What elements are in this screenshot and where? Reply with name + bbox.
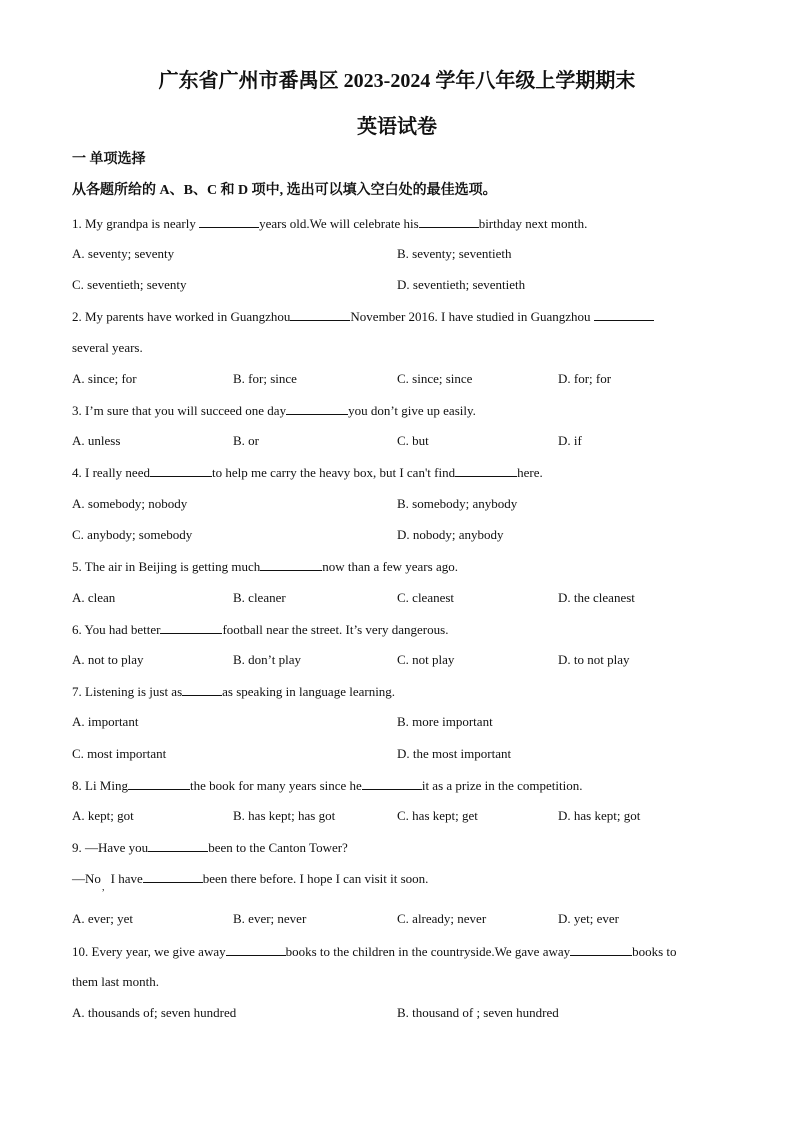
answer-blank xyxy=(286,402,348,415)
question-9 xyxy=(72,839,348,856)
option-d: D. if xyxy=(558,433,582,448)
question-text: 3. I’m sure that you will succeed one day xyxy=(72,403,287,418)
question-text: as speaking in language learning. xyxy=(222,684,396,699)
option-d: D. yet; ever xyxy=(558,911,620,926)
option-a: A. unless xyxy=(72,433,121,448)
question-text: been to the Canton Tower? xyxy=(208,840,348,855)
question-text: I have xyxy=(110,871,143,886)
question-1 xyxy=(72,215,587,232)
option-c: C. but xyxy=(397,433,429,448)
question-text: books to the children in the countryside.We gave away xyxy=(285,944,571,959)
answer-blank xyxy=(290,308,350,321)
question-text: to help me carry the heavy box, but I can't find xyxy=(211,465,456,480)
page-title: 广东省广州市番禺区 2023-2024 学年八年级上学期期末 xyxy=(158,70,636,92)
option-d: D. has kept; got xyxy=(558,808,641,823)
question-text: books to xyxy=(632,944,677,959)
question-6 xyxy=(72,621,448,638)
option-a: A. somebody; nobody xyxy=(72,496,188,511)
option-b: B. cleaner xyxy=(233,590,286,605)
answer-blank xyxy=(150,464,212,477)
answer-blank xyxy=(143,870,203,883)
question-text: here. xyxy=(517,465,543,480)
question-text: 6. You had better xyxy=(72,622,161,637)
option-b: B. or xyxy=(233,433,259,448)
option-b: B. somebody; anybody xyxy=(397,496,518,511)
option-d: D. nobody; anybody xyxy=(397,527,504,542)
answer-blank xyxy=(570,943,632,956)
question-9-reply xyxy=(72,870,428,887)
answer-blank xyxy=(226,943,286,956)
option-a: A. not to play xyxy=(72,652,144,667)
question-2-continued: several years. xyxy=(72,340,143,355)
option-d: D. the cleanest xyxy=(558,590,635,605)
option-b: B. seventy; seventieth xyxy=(397,246,512,261)
option-a: A. since; for xyxy=(72,371,137,386)
question-10-continued: them last month. xyxy=(72,974,160,989)
question-text: the book for many years since he xyxy=(189,778,362,793)
answer-blank xyxy=(419,215,479,228)
option-c: C. anybody; somebody xyxy=(72,527,193,542)
question-text: football near the street. It’s very dangerous. xyxy=(222,622,449,637)
question-text: now than a few years ago. xyxy=(322,559,458,574)
question-text: 4. I really need xyxy=(72,465,150,480)
option-b: B. has kept; has got xyxy=(233,808,336,823)
section-heading: 一 单项选择 xyxy=(72,152,146,167)
answer-blank xyxy=(182,683,222,696)
question-text: 5. The air in Beijing is getting much xyxy=(72,559,261,574)
option-b: B. for; since xyxy=(233,371,297,386)
answer-blank xyxy=(128,777,190,790)
option-d: D. to not play xyxy=(558,652,630,667)
answer-blank xyxy=(160,621,222,634)
question-5 xyxy=(72,558,458,575)
option-c: C. most important xyxy=(72,746,167,761)
option-c: C. since; since xyxy=(397,371,473,386)
question-10 xyxy=(72,943,677,960)
option-b: B. thousand of ; seven hundred xyxy=(397,1005,559,1020)
option-d: D. seventieth; seventieth xyxy=(397,277,526,292)
question-4 xyxy=(72,464,543,481)
option-b: B. more important xyxy=(397,714,493,729)
question-text: 2. My parents have worked in Guangzhou xyxy=(72,309,291,324)
question-text: 9. —Have you xyxy=(72,840,149,855)
option-c: C. not play xyxy=(397,652,455,667)
answer-blank xyxy=(594,308,654,321)
question-text: it as a prize in the competition. xyxy=(421,778,583,793)
question-2 xyxy=(72,308,654,325)
question-text: you don’t give up easily. xyxy=(348,403,476,418)
option-c: C. seventieth; seventy xyxy=(72,277,187,292)
question-text: birthday next month. xyxy=(478,216,588,231)
page-subtitle: 英语试卷 xyxy=(357,116,437,138)
option-d: D. for; for xyxy=(558,371,612,386)
question-text: been there before. I hope I can visit it soon. xyxy=(202,871,429,886)
answer-blank xyxy=(199,215,259,228)
option-a: A. kept; got xyxy=(72,808,134,823)
answer-blank xyxy=(260,558,322,571)
option-b: B. ever; never xyxy=(233,911,307,926)
question-text: November 2016. I have studied in Guangzhou xyxy=(350,309,594,324)
question-text: —No xyxy=(72,871,101,886)
question-text: years old.We will celebrate his xyxy=(259,216,419,231)
option-c: C. has kept; get xyxy=(397,808,478,823)
question-9-comma: , xyxy=(102,882,105,893)
option-a: A. seventy; seventy xyxy=(72,246,175,261)
option-a: A. ever; yet xyxy=(72,911,134,926)
question-7 xyxy=(72,683,395,700)
option-d: D. the most important xyxy=(397,746,512,761)
question-text: 10. Every year, we give away xyxy=(72,944,226,959)
answer-blank xyxy=(148,839,208,852)
answer-blank xyxy=(362,777,422,790)
option-c: C. already; never xyxy=(397,911,487,926)
answer-blank xyxy=(455,464,517,477)
option-a: A. important xyxy=(72,714,139,729)
question-8 xyxy=(72,777,582,794)
option-b: B. don’t play xyxy=(233,652,302,667)
question-text: 8. Li Ming xyxy=(72,778,128,793)
question-text: 7. Listening is just as xyxy=(72,684,183,699)
question-3 xyxy=(72,402,476,419)
question-text: 1. My grandpa is nearly xyxy=(72,216,200,231)
option-a: A. thousands of; seven hundred xyxy=(72,1005,237,1020)
option-c: C. cleanest xyxy=(397,590,455,605)
option-a: A. clean xyxy=(72,590,116,605)
section-instruction: 从各题所给的 A、B、C 和 D 项中, 选出可以填入空白处的最佳选项。 xyxy=(72,183,497,198)
